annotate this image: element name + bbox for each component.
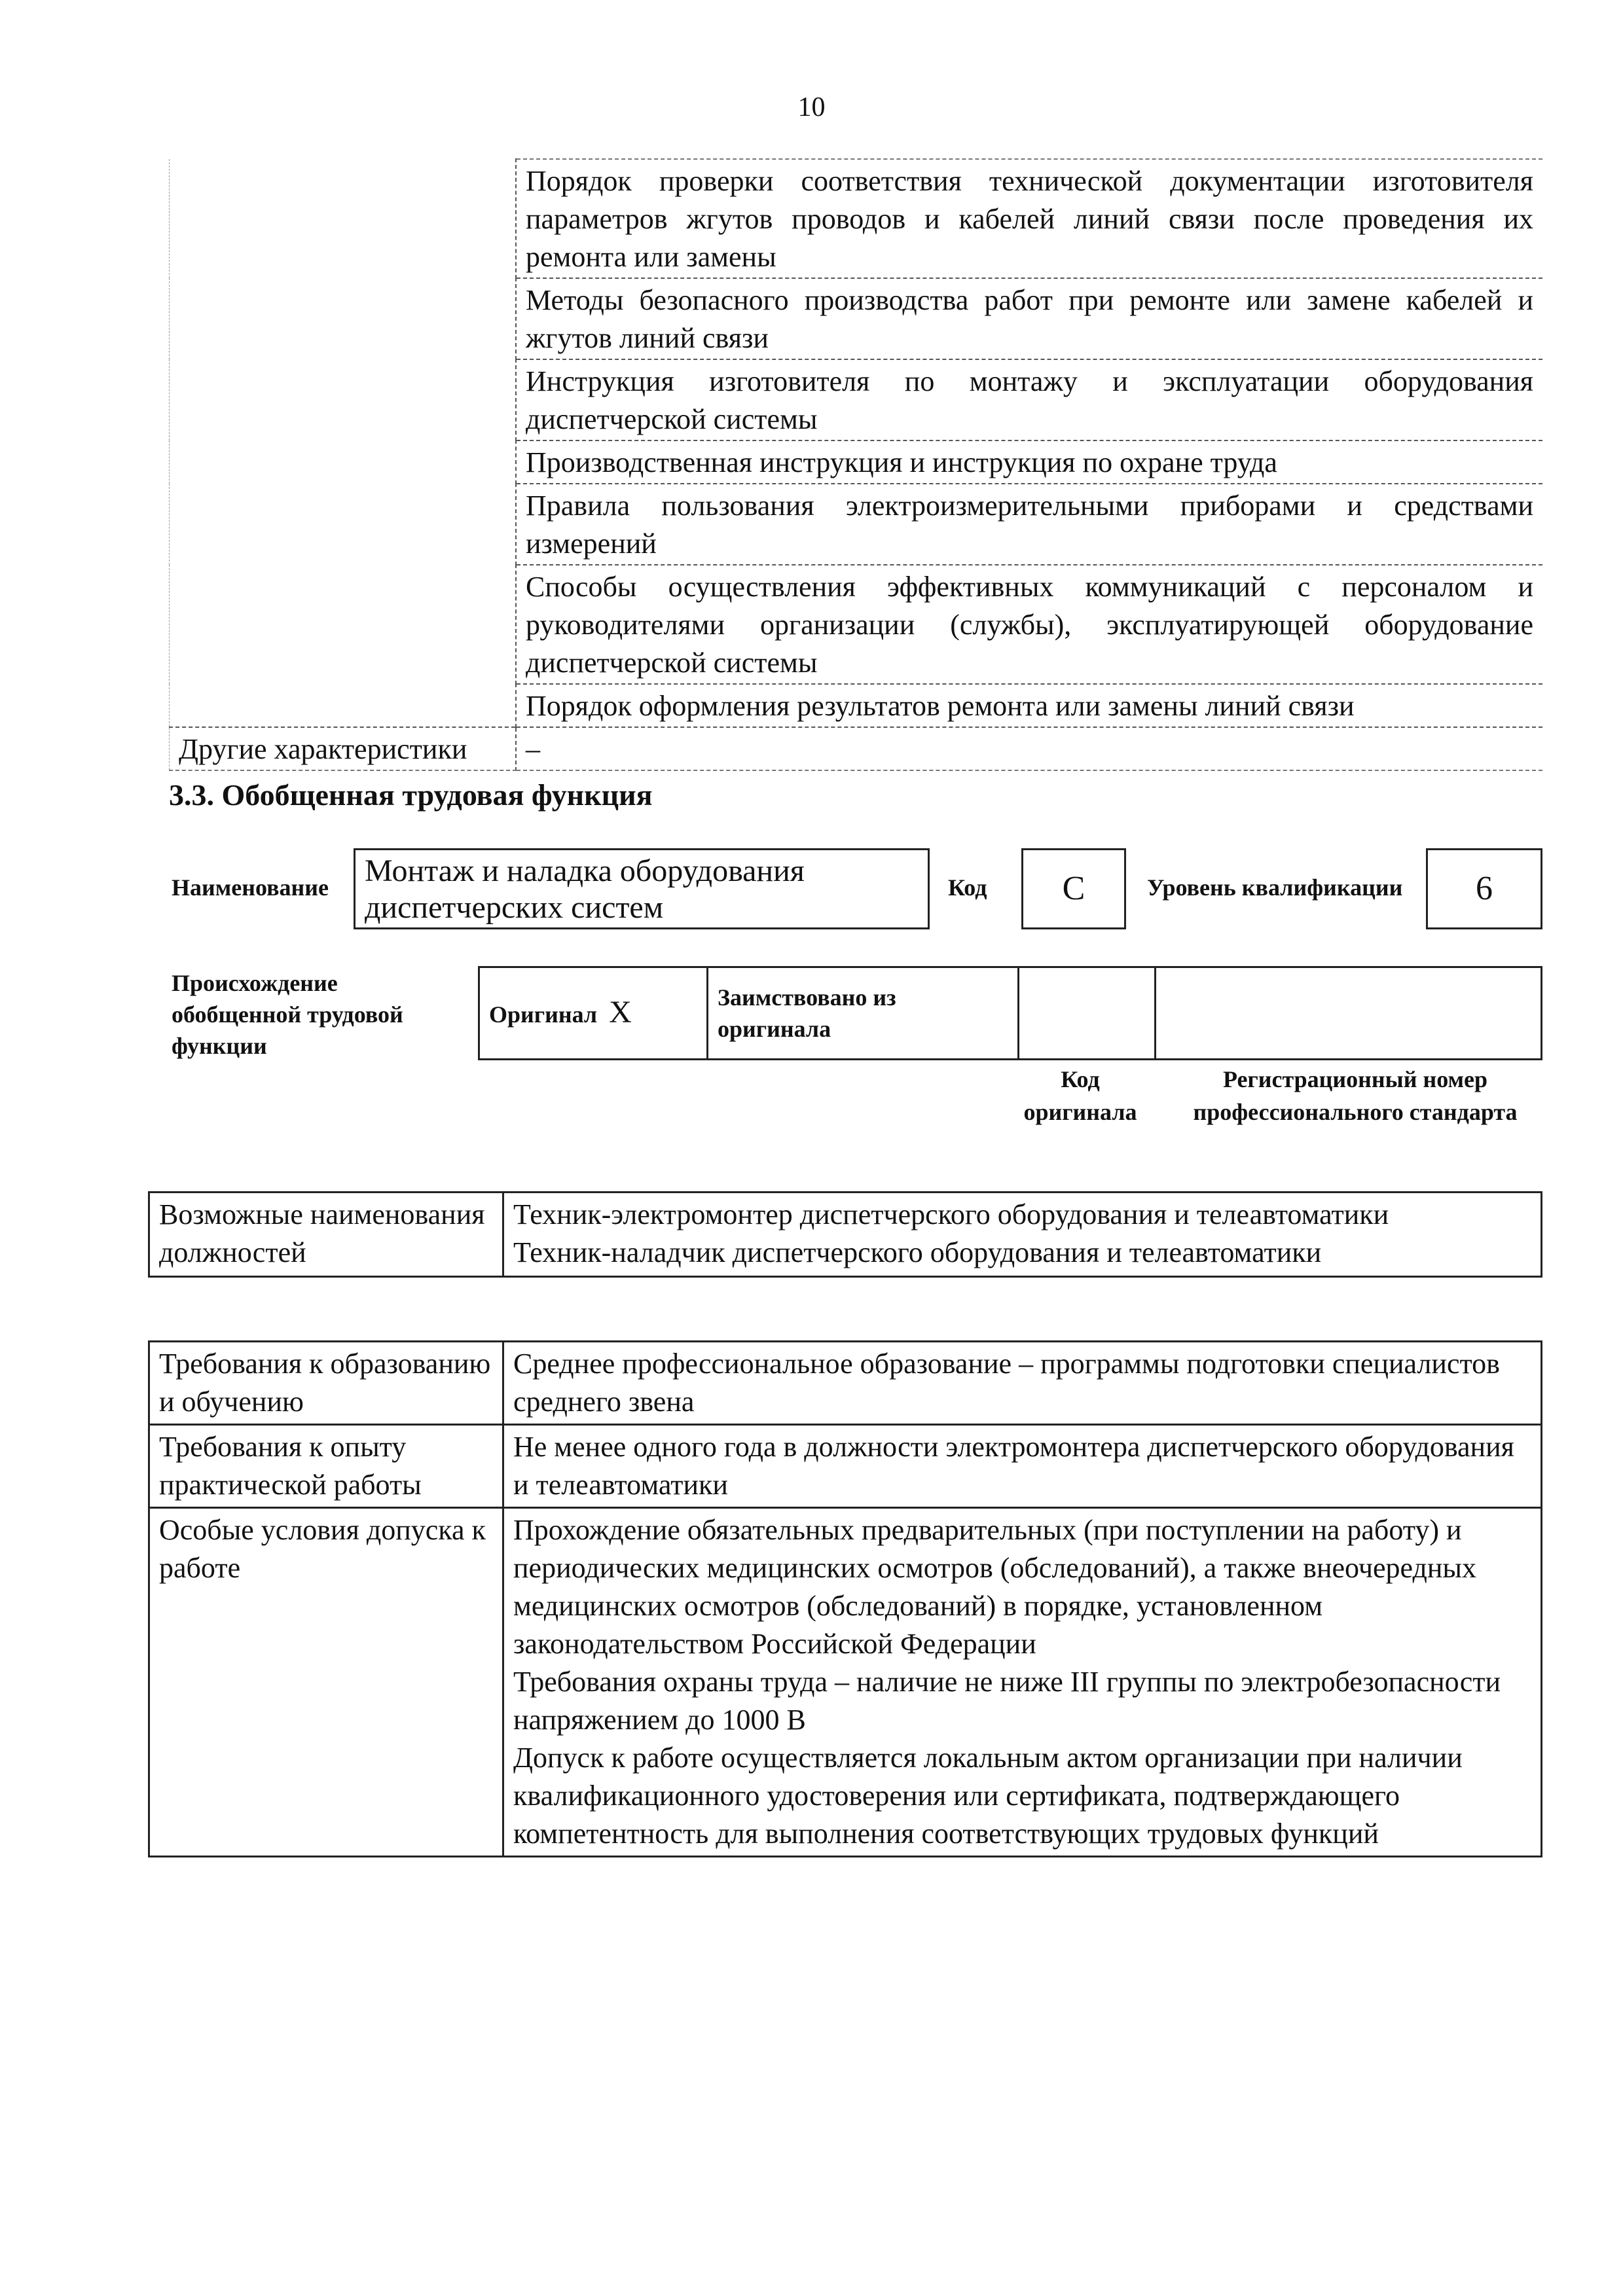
requirement-value (503, 1425, 1542, 1508)
name-value: Монтаж и наладка оборудования диспетчерских систем (354, 848, 930, 929)
origin-code-caption: Код оригинала (1023, 1066, 1137, 1125)
knowledge-item: Способы осуществления эффективных коммуникаций с персоналом и руководителями организации (службы), эксплуатирующей оборудование диспетчерской системы (516, 565, 1542, 684)
page-number: 10 (797, 92, 826, 122)
knowledge-item: Порядок проверки соответствия технической документации изготовителя параметров жгутов проводов и кабелей линий связи после проведения их ремонта или замены (516, 159, 1542, 278)
table-row (149, 1425, 1542, 1508)
knowledge-item: Инструкция изготовителя по монтажу и эксплуатации оборудования диспетчерской системы (516, 359, 1542, 440)
origin-code-cell (1019, 967, 1156, 1060)
requirement-paragraph: Не менее одного года в должности электромонтера диспетчерского оборудования и телеавтоматики (513, 1431, 1514, 1501)
knowledge-item: Правила пользования электроизмерительными приборами и средствами измерений (516, 484, 1542, 565)
position-name: Техник-наладчик диспетчерского оборудования и телеавтоматики (513, 1236, 1322, 1268)
code-label: Код (948, 874, 987, 901)
knowledge-table (169, 158, 1542, 771)
requirement-paragraph: Среднее профессиональное образование – программы подготовки специалистов среднего звена (513, 1348, 1500, 1418)
requirement-paragraph: Допуск к работе осуществляется локальным актом организации при наличии квалификационного удостоверения или сертификата, подтверждающего компетентность для выполнения соответствующих трудовых функций (513, 1742, 1463, 1850)
requirement-label: Особые условия допуска к работе (149, 1508, 503, 1857)
table-row (149, 1508, 1542, 1857)
positions-table (148, 1191, 1542, 1278)
knowledge-item: Методы безопасного производства работ при ремонте или замене кабелей и жгутов линий связи (516, 278, 1542, 359)
requirement-paragraph: Требования охраны труда – наличие не ниже III группы по электробезопасности напряжением до 1000 В (513, 1666, 1501, 1736)
other-characteristics-label: Другие характеристики (170, 727, 517, 770)
section-title: 3.3. Обобщенная трудовая функция (169, 778, 653, 812)
requirement-value (503, 1342, 1542, 1425)
code-value: C (1021, 848, 1126, 929)
origin-original-cell (479, 967, 708, 1060)
qualification-level-value: 6 (1426, 848, 1542, 929)
position-name: Техник-электромонтер диспетчерского оборудования и телеавтоматики (513, 1198, 1389, 1230)
requirement-paragraph: Прохождение обязательных предварительных (при поступлении на работу) и периодических медицинских осмотров (обследований), а также внеочередных медицинских осмотров (обследований) в порядке, установленном законодательством Российской Федерации (513, 1514, 1476, 1660)
table-row (149, 1342, 1542, 1425)
origin-original-label: Оригинал (489, 1001, 598, 1028)
origin-original-mark: X (609, 994, 632, 1030)
requirement-label: Требования к образованию и обучению (149, 1342, 503, 1425)
requirement-label: Требования к опыту практической работы (149, 1425, 503, 1508)
requirement-value (503, 1508, 1542, 1857)
qualification-level-label: Уровень квалификации (1147, 874, 1403, 901)
origin-table (478, 966, 1542, 1060)
name-label: Наименование (172, 874, 329, 901)
knowledge-left-cell (170, 159, 517, 727)
other-characteristics-value: – (516, 727, 1542, 770)
knowledge-item: Порядок оформления результатов ремонта или замены линий связи (516, 684, 1542, 727)
origin-label: Происхождение обобщенной трудовой функции (172, 970, 403, 1059)
knowledge-item: Производственная инструкция и инструкция по охране труда (516, 440, 1542, 484)
positions-values (503, 1193, 1542, 1277)
origin-borrowed-cell: Заимствовано из оригинала (708, 967, 1019, 1060)
origin-reg-number-cell (1156, 967, 1542, 1060)
registration-number-caption: Регистрационный номер профессионального стандарта (1193, 1066, 1518, 1125)
requirements-table (148, 1340, 1542, 1857)
positions-label: Возможные наименования должностей (149, 1193, 503, 1277)
